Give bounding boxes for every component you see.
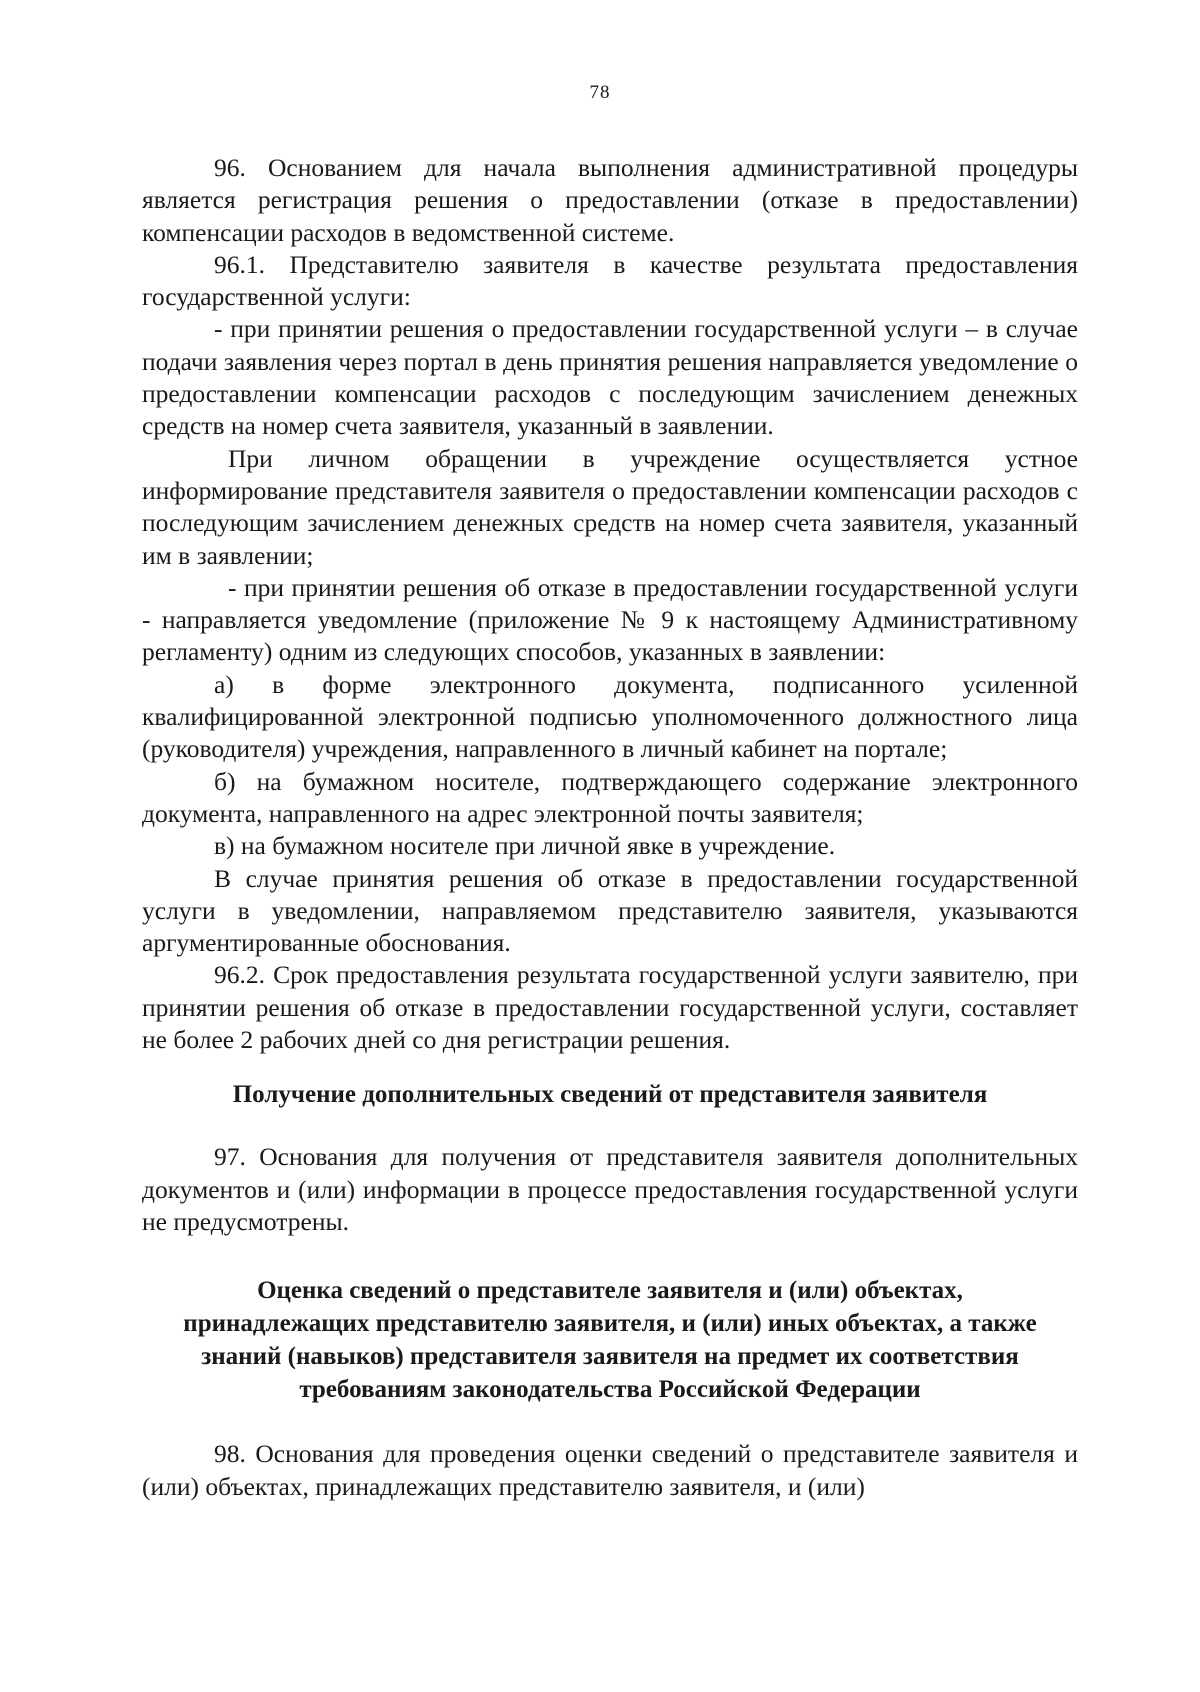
paragraph-97: 97. Основания для получения от представителя заявителя дополнительных документов и (или) информации в процессе предоставления государственной услуги не предусмотрены. — [142, 1142, 1078, 1236]
page-number: 78 — [589, 82, 611, 103]
heading-line: требованиям законодательства Российской Федерации — [299, 1376, 921, 1404]
heading-line: принадлежащих представителю заявителя, и (или) иных объектах, а также — [183, 1310, 1037, 1338]
paragraph-option-a: а) в форме электронного документа, подписанного усиленной квалифицированной электронной подписью уполномоченного должностного лица (руководителя) учреждения, направленного в личный кабинет на портале; — [142, 669, 1078, 764]
paragraph-personal-visit: При личном обращении в учреждение осуществляется устное информирование представителя заявителя о предоставлении компенсации расходов с последующим зачислением денежных средств на номер счета заявителя, указанный им в заявлении; — [142, 443, 1078, 570]
paragraph-option-v: в) на бумажном носителе при личной явке в учреждение. — [214, 831, 836, 861]
paragraph-option-b: б) на бумажном носителе, подтверждающего содержание электронного документа, направленного на адрес электронной почты заявителя; — [142, 766, 1078, 828]
document-body — [142, 152, 1078, 1503]
section-heading-assessment — [142, 1274, 1078, 1406]
paragraph-96: 96. Основанием для начала выполнения административной процедуры является регистрация решения о предоставлении (отказе в предоставлении) компенсации расходов в ведомственной системе. — [142, 153, 1078, 247]
paragraph-provision-decision: - при принятии решения о предоставлении государственной услуги – в случае подачи заявления через портал в день принятия решения направляется уведомление о предоставлении компенсации расходов с последующим зачислением денежных средств на номер счета заявителя, указанный в заявлении. — [142, 314, 1078, 441]
paragraph-refusal-decision: - при принятии решения об отказе в предоставлении государственной услуги - направляется уведомление (приложение № 9 к настоящему Административному регламенту) одним из следующих способов, указанных в заявлении: — [142, 572, 1078, 667]
paragraph-96-1: 96.1. Представителю заявителя в качестве результата предоставления государственной услуги: — [142, 249, 1078, 312]
paragraph-98: 98. Основания для проведения оценки сведений о представителе заявителя и (или) объектах, принадлежащих представителю заявителя, и (или) — [142, 1439, 1078, 1501]
heading-line: знаний (навыков) представителя заявителя на предмет их соответствия — [201, 1343, 1019, 1371]
heading-line: Оценка сведений о представителе заявителя и (или) объектах, — [257, 1277, 963, 1305]
paragraph-refusal-notice: В случае принятия решения об отказе в предоставлении государственной услуги в уведомлении, направляемом представителю заявителя, указываются аргументированные обоснования. — [142, 863, 1078, 958]
paragraph-96-2: 96.2. Срок предоставления результата государственной услуги заявителю, при принятии решения об отказе в предоставлении государственной услуги, составляет не более 2 рабочих дней со дня регистрации решения. — [142, 960, 1078, 1055]
section-heading-additional-info: Получение дополнительных сведений от представителя заявителя — [232, 1081, 988, 1109]
